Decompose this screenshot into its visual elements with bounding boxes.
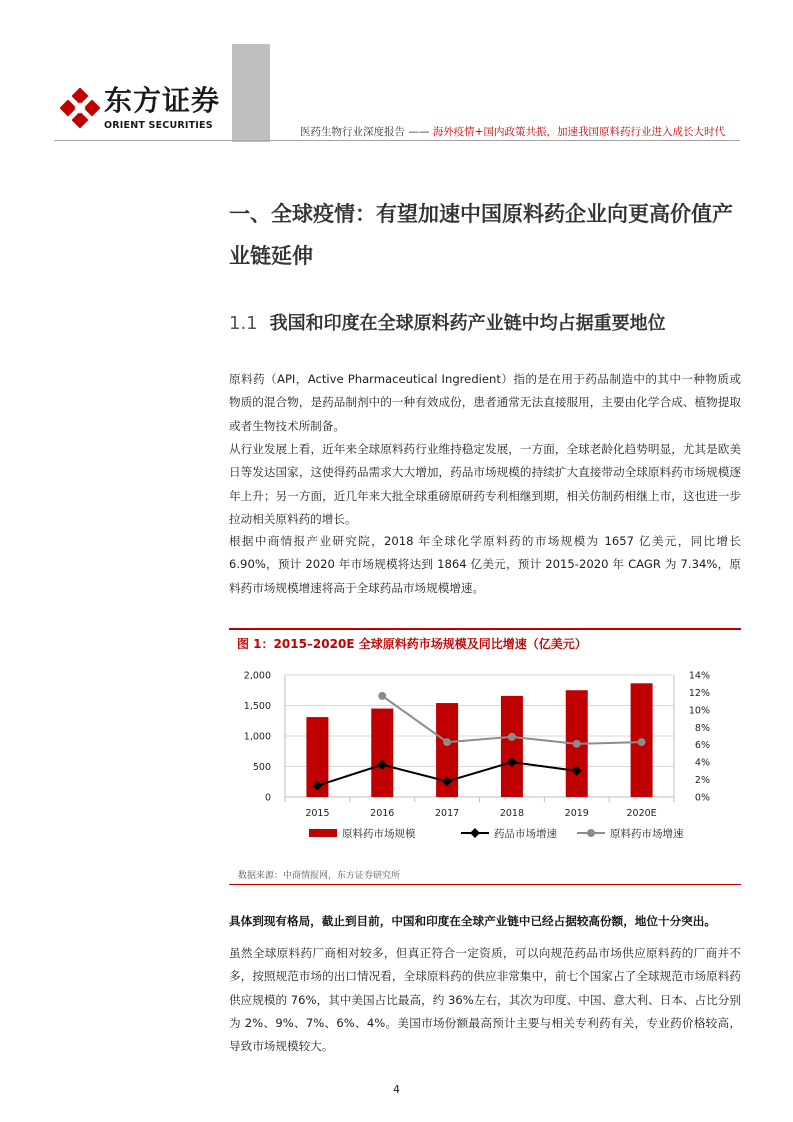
bar-market-size bbox=[371, 709, 393, 797]
legend-label: 原料药市场增速 bbox=[610, 828, 684, 840]
subsection-title: 我国和印度在全球原料药产业链中均占据重要地位 bbox=[269, 313, 666, 334]
point-api-growth bbox=[573, 740, 581, 748]
subsection-heading bbox=[229, 309, 666, 335]
point-api-growth bbox=[443, 738, 451, 746]
legend-label: 原料药市场规模 bbox=[342, 828, 416, 840]
paragraph-market-size: 根据中商情报产业研究院，2018 年全球化学原料药的市场规模为 1657 亿美元，同比增长 6.90%，预计 2020 年市场规模将达到 1864 亿美元，预计 2015-2020 年 CAGR 为 7.34%，原料药市场规模增速将高于全球药品市场规模增速。 bbox=[229, 534, 741, 595]
logo-english-name: ORIENT SECURITIES bbox=[104, 120, 213, 131]
figure-top-rule bbox=[229, 628, 741, 630]
x-axis-category-label: 2019 bbox=[564, 808, 589, 819]
legend-swatch-bar bbox=[309, 829, 337, 837]
paragraph-industry-development: 从行业发展上看，近年来全球原料药行业维持稳定发展，一方面，全球老龄化趋势明显，尤其是欧美日等发达国家，这使得药品需求大大增加，药品市场规模的持续扩大直接带动全球原料药市场规模逐年上升；另一方面，近几年来大批全球重磅原研药专利相继到期，相关仿制药相继上市，这也进一步拉动相关原料药的增长。 bbox=[229, 442, 741, 526]
figure-title: 图 1：2015–2020E 全球原料药市场规模及同比增速（亿美元） bbox=[237, 637, 587, 651]
left-axis-tick-label: 2,000 bbox=[243, 670, 271, 682]
section-title: 一、全球疫情：有望加速中国原料药企业向更高价值产业链延伸 bbox=[229, 202, 733, 268]
paragraph-api-definition: 原料药（API，Active Pharmaceutical Ingredient）指的是在用于药品制造中的其中一种物质或物质的混合物，是药品制剂中的一种有效成份，患者通常无法直接服用，主要由化学合成、植物提取或者生物技术所制备。 bbox=[229, 372, 741, 433]
paragraph-pattern-summary: 具体到现有格局，截止到目前，中国和印度在全球产业链中已经占据较高份额，地位十分突出。 bbox=[229, 914, 716, 928]
report-subtitle: 海外疫情+国内政策共振，加速我国原料药行业进入成长大时代 bbox=[432, 126, 725, 138]
point-api-growth bbox=[508, 733, 516, 741]
right-axis-tick-label: 12% bbox=[688, 687, 710, 699]
right-axis-tick-label: 4% bbox=[694, 757, 710, 769]
bar-market-size bbox=[501, 696, 523, 797]
x-axis-category-label: 2017 bbox=[434, 808, 460, 819]
header-accent-bar bbox=[232, 44, 270, 142]
x-axis-category-label: 2016 bbox=[370, 808, 395, 819]
x-axis-category-label: 2015 bbox=[305, 808, 330, 819]
right-axis-tick-label: 6% bbox=[694, 740, 710, 752]
left-axis-tick-label: 500 bbox=[252, 762, 271, 773]
subsection-number: 1.1 bbox=[229, 313, 258, 334]
left-axis-tick-label: 0 bbox=[264, 792, 271, 804]
orient-securities-logo-icon bbox=[60, 88, 100, 128]
figure-source: 数据来源：中商情报网，东方证券研究所 bbox=[238, 871, 401, 881]
report-type: 医药生物行业深度报告 —— bbox=[300, 126, 430, 138]
market-size-chart bbox=[229, 660, 741, 850]
legend-marker bbox=[470, 828, 480, 838]
paragraph-supply-concentration: 虽然全球原料药厂商相对较多，但真正符合一定资质，可以向规范药品市场供应原料药的厂商并不多，按照规范市场的出口情况看，全球原料药的供应非常集中，前七个国家占了全球规范市场原料药供应规模的 76%，其中美国占比最高，约 36%左右，其次为印度、中国、意大利、日本、占比分别为 2%、9%、7%、6%、4%。美国市场份额最高预计主要与相关专利药有关，专业药价格较高，导致市场规模较大。 bbox=[229, 946, 741, 1054]
legend-marker bbox=[587, 829, 595, 837]
header-divider bbox=[54, 140, 740, 141]
right-axis-tick-label: 14% bbox=[688, 670, 710, 682]
x-axis-category-label: 2020E bbox=[626, 808, 657, 819]
point-api-growth bbox=[378, 692, 386, 700]
report-header bbox=[300, 124, 725, 139]
x-axis-category-label: 2018 bbox=[499, 808, 525, 819]
left-axis-tick-label: 1,500 bbox=[243, 701, 271, 712]
point-api-growth bbox=[638, 738, 646, 746]
logo-chinese-name: 东方证券 bbox=[104, 84, 221, 117]
legend-label: 药品市场增速 bbox=[494, 828, 557, 840]
right-axis-tick-label: 2% bbox=[694, 775, 710, 787]
figure-bottom-rule bbox=[229, 884, 741, 885]
page-number: 4 bbox=[393, 1083, 400, 1096]
right-axis-tick-label: 0% bbox=[694, 792, 710, 804]
left-axis-tick-label: 1,000 bbox=[243, 731, 271, 743]
right-axis-tick-label: 10% bbox=[688, 705, 710, 717]
right-axis-tick-label: 8% bbox=[694, 722, 710, 734]
